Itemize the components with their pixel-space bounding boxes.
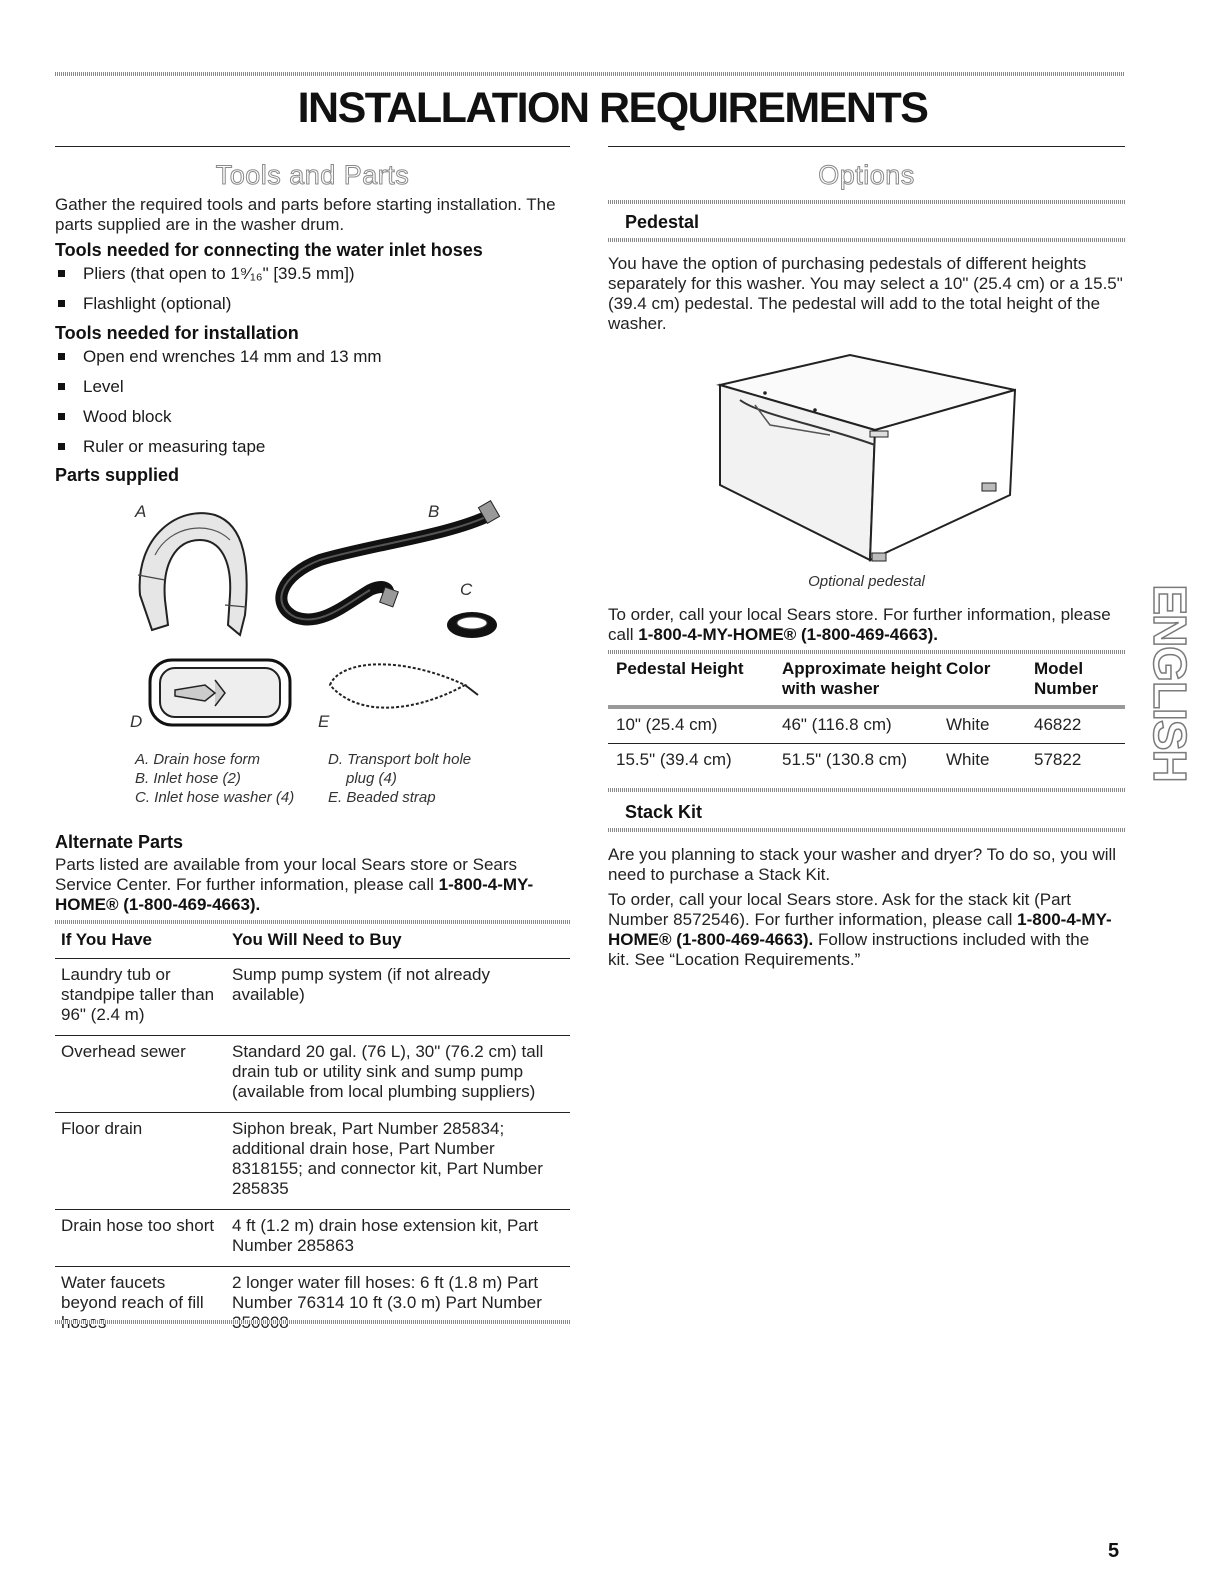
parts-caption-right <box>328 750 471 807</box>
parts-caption-left <box>135 750 294 807</box>
stack-kit-heading: Stack Kit <box>625 802 703 822</box>
alt-table-top-rule <box>55 920 570 924</box>
table-header-row <box>55 928 570 959</box>
install-tools-list <box>55 347 570 467</box>
part-label-b: B <box>428 502 440 521</box>
table-row <box>55 1210 570 1267</box>
pedestal-heading: Pedestal <box>625 212 700 232</box>
caption-line: C. Inlet hose washer (4) <box>135 789 295 806</box>
stack-kit-text-2 <box>608 890 1113 970</box>
table-row <box>55 959 570 1036</box>
pedestal-order-text <box>608 605 1113 645</box>
col-header: Pedestal Height <box>616 659 744 678</box>
table-row <box>608 744 1125 779</box>
beaded-strap-illustration <box>330 664 478 707</box>
alternate-parts-table <box>55 928 570 1341</box>
inlet-hose-washer-illustration <box>447 612 497 638</box>
page-title: INSTALLATION REQUIREMENTS <box>297 84 928 132</box>
table-cell: 51.5" (130.8 cm) <box>782 750 908 769</box>
table-cell: 4 ft (1.2 m) drain hose extension kit, Part Number 285863 <box>232 1216 539 1255</box>
alternate-parts-text <box>55 855 555 915</box>
table-cell: White <box>946 750 990 769</box>
table-cell: Siphon break, Part Number 285834; additional drain hose, Part Number 8318155; and connector kit, Part Number 285835 <box>232 1119 543 1198</box>
col-header: Approximate height with washer <box>782 659 942 698</box>
table-cell: 46822 <box>1034 715 1082 734</box>
pedestal-illustration <box>700 345 1030 565</box>
table-cell: 57822 <box>1034 750 1082 769</box>
water-inlet-list <box>55 264 570 324</box>
order-text: To order, call your local Sears store. For further information, please call <box>608 605 1111 644</box>
table-cell: 15.5" (39.4 cm) <box>616 750 732 769</box>
table-cell: Sump pump system (if not already available) <box>232 965 490 1004</box>
table-cell: 46" (116.8 cm) <box>782 715 892 734</box>
table-row <box>55 1036 570 1113</box>
stack-phone: 1-800-4-MY-HOME® (1-800-469-4663). <box>608 910 1112 949</box>
table-row <box>608 707 1125 744</box>
table-cell: Drain hose too short <box>61 1216 215 1235</box>
table-cell: Overhead sewer <box>61 1042 186 1061</box>
pedestal-bottom-rule <box>608 238 1125 242</box>
table-row <box>55 1267 570 1342</box>
table-row <box>55 1113 570 1210</box>
inlet-hose-illustration <box>281 501 499 620</box>
pedestal-top-rule <box>608 200 1125 204</box>
col-header: You Will Need to Buy <box>232 930 402 949</box>
drain-hose-form-illustration <box>138 513 247 635</box>
list-item: Ruler or measuring tape <box>55 437 570 467</box>
pedestal-table <box>608 657 1125 778</box>
parts-illustration <box>120 495 520 745</box>
part-label-a: A <box>135 502 147 521</box>
table-cell: Standard 20 gal. (76 L), 30" (76.2 cm) tall drain tub or utility sink and sump pump (available from local plumbing suppliers) <box>232 1042 544 1101</box>
list-item: Level <box>55 377 570 407</box>
table-cell: 2 longer water fill hoses: 6 ft (1.8 m) Part Number 76314 10 ft (3.0 m) Part Number <box>232 1273 542 1312</box>
options-title: Options <box>818 160 915 190</box>
table-cell: White <box>946 715 990 734</box>
top-rule <box>55 72 1125 76</box>
parts-supplied-heading: Parts supplied <box>55 465 180 485</box>
col-header: Model Number <box>1034 659 1099 698</box>
caption-line: B. Inlet hose (2) <box>135 770 241 787</box>
table-cell: Laundry tub or standpipe taller than 96" (2.4 m) <box>61 965 215 1024</box>
caption-line: D. Transport bolt hole <box>328 751 472 768</box>
alternate-text: Parts listed are available from your local Sears store or Sears Service Center. For further information, please call <box>55 855 518 894</box>
table-cell: Water faucets beyond reach of fill <box>61 1273 204 1312</box>
right-section-rule <box>608 146 1125 147</box>
alternate-phone: 1-800-4-MY-HOME® (1-800-469-4663). <box>55 875 534 914</box>
part-label-c: C <box>460 580 473 599</box>
col-header: If You Have <box>61 930 153 949</box>
stack-text-pre: To order, call your local Sears store. Ask for the stack kit (Part Number 8572546). For further information, please call <box>608 890 1071 929</box>
order-phone: 1-800-4-MY-HOME® (1-800-469-4663). <box>638 625 939 644</box>
list-item: Wood block <box>55 407 570 437</box>
language-tab <box>1144 570 1196 795</box>
col-header: Color <box>946 659 991 678</box>
pedestal-caption: Optional pedestal <box>808 573 925 590</box>
ped-table-top-rule <box>608 650 1125 654</box>
table-header-row <box>608 657 1125 707</box>
language-tab-label: ENGLISH <box>1144 583 1196 782</box>
part-label-e: E <box>318 712 330 731</box>
left-section-rule <box>55 146 570 147</box>
stack-bottom-rule <box>608 828 1125 832</box>
alternate-parts-heading: Alternate Parts <box>55 832 184 852</box>
list-item: Pliers (that open to 1⁹⁄₁₆" [39.5 mm]) <box>55 264 570 294</box>
page-number: 5 <box>1108 1540 1120 1562</box>
install-tools-heading: Tools needed for installation <box>55 323 299 343</box>
alt-table-bottom-rule <box>55 1320 570 1324</box>
caption-line: plug (4) <box>346 770 397 787</box>
caption-line: A. Drain hose form <box>135 751 261 768</box>
tools-parts-title: Tools and Parts <box>215 160 410 190</box>
tools-intro: Gather the required tools and parts before starting installation. The parts supplied are in the washer drum. <box>55 195 556 234</box>
list-item: Flashlight (optional) <box>55 294 570 324</box>
transport-bolt-plug-illustration <box>150 660 290 725</box>
caption-line: E. Beaded strap <box>328 789 436 806</box>
stack-kit-text-1: Are you planning to stack your washer and dryer? To do so, you will need to purchase a Stack Kit. <box>608 845 1117 884</box>
list-item: Open end wrenches 14 mm and 13 mm <box>55 347 570 377</box>
part-label-d: D <box>130 712 143 731</box>
water-inlet-heading: Tools needed for connecting the water inlet hoses <box>55 240 483 260</box>
pedestal-text: You have the option of purchasing pedestals of different heights separately for this washer. You may select a 10" (25.4 cm) or a 15.5" (39.4 cm) pedestal. The pedestal will add to the total height of the washer. <box>608 254 1123 333</box>
table-cell: 10" (25.4 cm) <box>616 715 718 734</box>
table-cell: Floor drain <box>61 1119 143 1138</box>
stack-text-post: Follow instructions included with the kit. See “Location Requirements.” <box>608 930 1090 969</box>
stack-top-rule <box>608 788 1125 792</box>
